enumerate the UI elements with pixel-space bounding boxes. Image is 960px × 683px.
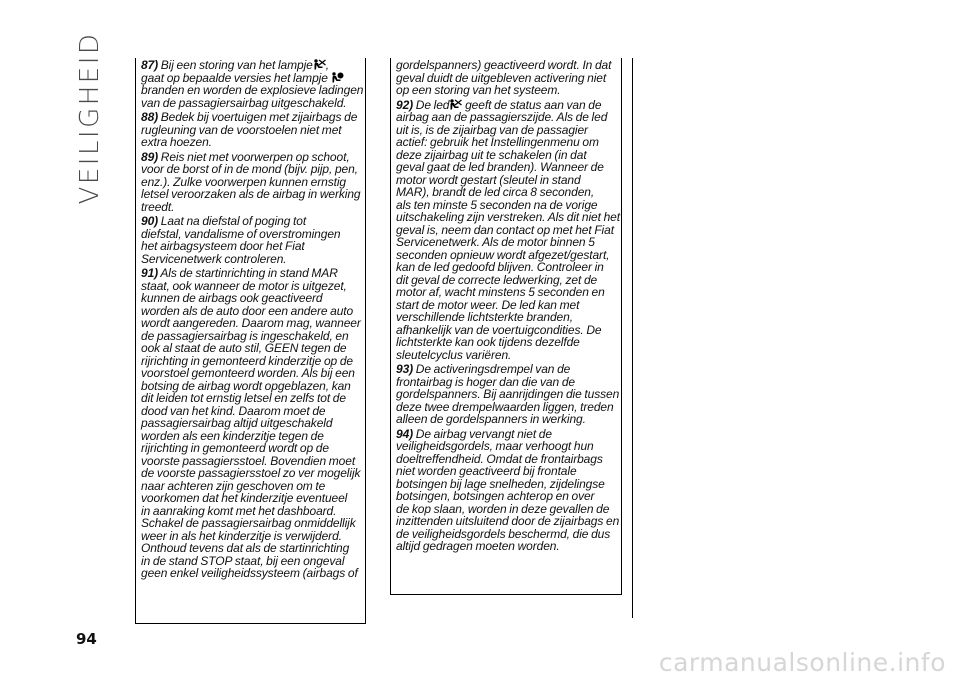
note-90-number: 90) [141, 214, 159, 228]
note-90 [141, 215, 364, 265]
note-90-line-2: diefstal, vandalisme of overstromingen [141, 226, 341, 241]
note-93-number: 93) [396, 362, 414, 376]
note-94-line-4: niet worden geactiveerd bij frontale [396, 464, 577, 478]
note-92-line-18: verschillende lichtsterkte branden, [396, 310, 573, 324]
page-number: 94 [76, 630, 97, 648]
right-margin-rule [632, 58, 633, 618]
note-91-text-1: Als de startinrichting in stand MAR [160, 266, 338, 280]
note-92-line-21: sleutelcyclus variëren. [396, 347, 512, 362]
note-91-number: 91) [141, 266, 159, 280]
airbag-off-led-icon [449, 99, 462, 110]
note-92-line-11: geval is, neem dan contact op met het Fiat [396, 222, 614, 237]
note-91-line-12: dood van het kind. Daarom moet de [141, 403, 326, 418]
notes-column-left [141, 59, 364, 582]
note-92 [396, 99, 619, 362]
note-94-line-5: botsingen bij lage snelheden, zijdelingse [396, 476, 605, 491]
note-92-text-pre: De led [415, 97, 450, 112]
note-89-line-2: voor de borst of in de mond (bijv. pijp, pen, [141, 162, 358, 176]
note-92-line-14: kan de led gedoofd blijven. Controleer in [396, 260, 604, 274]
note-87-line-3: branden en worden de explosieve ladingen [141, 83, 364, 97]
airbag-warning-icon [331, 72, 344, 83]
right-column-rule-right [621, 58, 622, 595]
note-94-line-8: inzittenden uitsluitend door de zijairbags en [396, 514, 620, 528]
note-91-line-1 [141, 267, 364, 280]
note-91-line-2: staat, ook wanneer de motor is uitgezet, [141, 278, 347, 293]
note-92-line-9: als ten minste 5 seconden na de vorige [396, 197, 598, 212]
note-92-line-19: afhankelijk van de voertuigcondities. De [396, 322, 602, 337]
note-94-line-3: doeltreffendheid. Omdat de frontairbags [396, 451, 603, 466]
left-column-rule-bottom [135, 623, 365, 624]
note-88 [141, 111, 364, 149]
note-92-line-4: actief: gebruik het Instellingenmenu om [396, 135, 599, 149]
note-94-number: 94) [396, 426, 414, 441]
note-94-line-9: de veiligheidsgordels beschermd, die dus [396, 526, 611, 541]
note-90-line-3: het airbagsysteem door het Fiat [141, 239, 305, 253]
note-94-text-1: De airbag vervangt niet de [415, 426, 552, 441]
note-87-text-1-end: , [325, 58, 329, 72]
note-89-number: 89) [141, 149, 159, 164]
note-92-line-6: geval gaat de led branden). Wanneer de [396, 160, 604, 174]
note-93-line-3: gordelspanners. Bij aanrijdingen die tussen [396, 387, 620, 401]
note-90-line-4: Servicenetwerk controleren. [141, 251, 287, 266]
note-89 [141, 151, 364, 214]
note-89-line-4: letsel veroorzaken als de airbag in werking [141, 187, 361, 201]
note-88-line-3: extra hoezen. [141, 135, 212, 149]
note-92-line-7: motor wordt gestart (sleutel in stand [396, 172, 581, 187]
note-92-number: 92) [396, 97, 414, 112]
note-87 [141, 59, 364, 109]
watermark-link[interactable]: carmanualsonline.info [658, 648, 946, 677]
note-93-line-1 [396, 363, 619, 376]
note-91-line-22: weer in als het kinderzitje is verwijderd. [141, 528, 342, 543]
note-91-cont-line-3: op een storing van het systeem. [396, 83, 561, 97]
note-92-line-15: dit geval de correcte ledwerking, zet de [396, 272, 598, 287]
note-91 [141, 267, 364, 580]
note-93 [396, 363, 619, 426]
note-92-line-8: MAR), brandt de led circa 8 seconden, [396, 185, 595, 199]
note-93-text-1: De activeringsdrempel van de [415, 362, 571, 376]
note-92-line-5: deze zijairbag uit te schakelen (in dat [396, 147, 587, 162]
note-94-line-7: de kop slaan, worden in deze gevallen de [396, 501, 610, 516]
note-91-line-11: dit leiden tot ernstig letsel en zelfs tot de [141, 391, 346, 405]
note-92-line-17: start de motor weer. De led kan met [396, 297, 580, 312]
note-91-line-23: Onthoud tevens dat als de startinrichting [141, 541, 350, 555]
note-92-line-10: uitschakeling zijn verstreken. Als dit niet het [396, 210, 620, 224]
note-93-line-5: alleen de gordelspanners in werking. [396, 412, 586, 426]
note-88-number: 88) [141, 110, 159, 124]
note-94-line-2: veiligheidsgordels, maar verhoogt hun [396, 439, 594, 453]
note-91-line-6: de passagiersairbag is ingeschakeld, en [141, 328, 349, 343]
left-column-rule-right [365, 58, 366, 624]
note-91-line-15: rijrichting in gemonteerd wordt op de [141, 441, 329, 455]
note-87-number: 87) [141, 58, 159, 72]
note-91-line-8: rijrichting in gemonteerd kinderzitje op de [141, 353, 353, 368]
note-93-line-4: deze twee drempelwaarden liggen, treden [396, 399, 614, 414]
note-88-line-1 [141, 111, 364, 124]
note-93-line-2: frontairbag is hoger dan die van de [396, 374, 575, 389]
note-92-line-16: motor af, wacht minstens 5 seconden en [396, 285, 605, 299]
note-92-line-2: airbag aan de passagierszijde. Als de led [396, 110, 608, 124]
section-tab [72, 31, 108, 205]
note-92-text-post: geeft de status aan van de [465, 97, 602, 112]
note-87-text-2: gaat op bepaalde versies het lampje [141, 70, 328, 85]
note-92-line-20: lichtsterkte kan ook tijdens dezelfde [396, 335, 580, 349]
note-91-line-20: in aanraking komt met het dashboard. [141, 503, 337, 518]
note-91-line-13: passagiersairbag altijd uitgeschakeld [141, 416, 333, 430]
note-90-line-1 [141, 215, 364, 228]
note-91-continued [396, 59, 619, 97]
notes-column-right [396, 59, 619, 555]
note-91-line-4: worden als de auto door een andere auto [141, 303, 354, 318]
note-94-line-10: altijd gedragen moeten worden. [396, 539, 560, 553]
note-91-line-10: botsing de airbag wordt opgeblazen, kan [141, 378, 351, 393]
note-89-line-3: enz.). Zulke voorwerpen kunnen ernstig [141, 174, 346, 189]
note-92-line-12: Servicenetwerk. Als de motor binnen 5 [396, 235, 595, 249]
note-91-line-16: voorste passagiersstoel. Bovendien moet [141, 453, 356, 468]
note-92-line-13: seconden opnieuw wordt afgezet/gestart, [396, 247, 610, 262]
note-91-line-25: geen enkel veiligheidssysteem (airbags of [141, 566, 358, 580]
left-column-rule-left [135, 58, 136, 624]
note-89-line-5: treedt. [141, 199, 175, 214]
note-91-line-18: naar achteren zijn geschoven om te [141, 478, 326, 493]
note-90-text-1: Laat na diefstal of poging tot [160, 214, 307, 228]
note-87-line-4: van de passagiersairbag uitgeschakeld. [141, 95, 347, 110]
note-91-cont-line-1: gordelspanners) geactiveerd wordt. In dat [396, 58, 612, 72]
note-89-text-1: Reis niet met voorwerpen op schoot, [160, 149, 350, 164]
note-88-text-1: Bedek bij voertuigen met zijairbags de [160, 110, 358, 124]
note-91-line-3: kunnen de airbags ook geactiveerd [141, 291, 323, 305]
note-91-line-7: ook al staat de auto stil, GEEN tegen de [141, 341, 347, 355]
note-91-line-19: voorkomen dat het kinderzitje eventueel [141, 491, 348, 505]
section-label: VEILIGHEID [75, 31, 105, 205]
note-88-line-2: rugleuning van de voorstoelen niet met [141, 122, 342, 137]
note-91-line-5: wordt aangereden. Daarom mag, wanneer [141, 316, 361, 330]
right-column-rule-bottom [390, 594, 621, 595]
note-94-line-6: botsingen, botsingen achterop en over [396, 489, 595, 503]
note-91-line-14: worden als een kinderzitje tegen de [141, 428, 324, 443]
note-91-line-17: de voorste passagiersstoel zo ver mogelijk [141, 466, 361, 480]
note-91-line-21: Schakel de passagiersairbag onmiddellijk [141, 516, 356, 530]
airbag-off-warning-icon [313, 59, 326, 70]
note-91-line-9: voorstoel gemonteerd worden. Als bij een [141, 366, 355, 380]
note-92-line-3: uit is, is de zijairbag van de passagier [396, 122, 588, 137]
right-column-rule-left [390, 58, 391, 595]
note-91-cont-line-2: geval duidt de uitgebleven activering niet [396, 70, 607, 85]
note-87-text-1: Bij een storing van het lampje [160, 58, 313, 72]
note-91-line-24: in de stand STOP staat, bij een ongeval [141, 553, 345, 568]
note-94 [396, 428, 619, 553]
